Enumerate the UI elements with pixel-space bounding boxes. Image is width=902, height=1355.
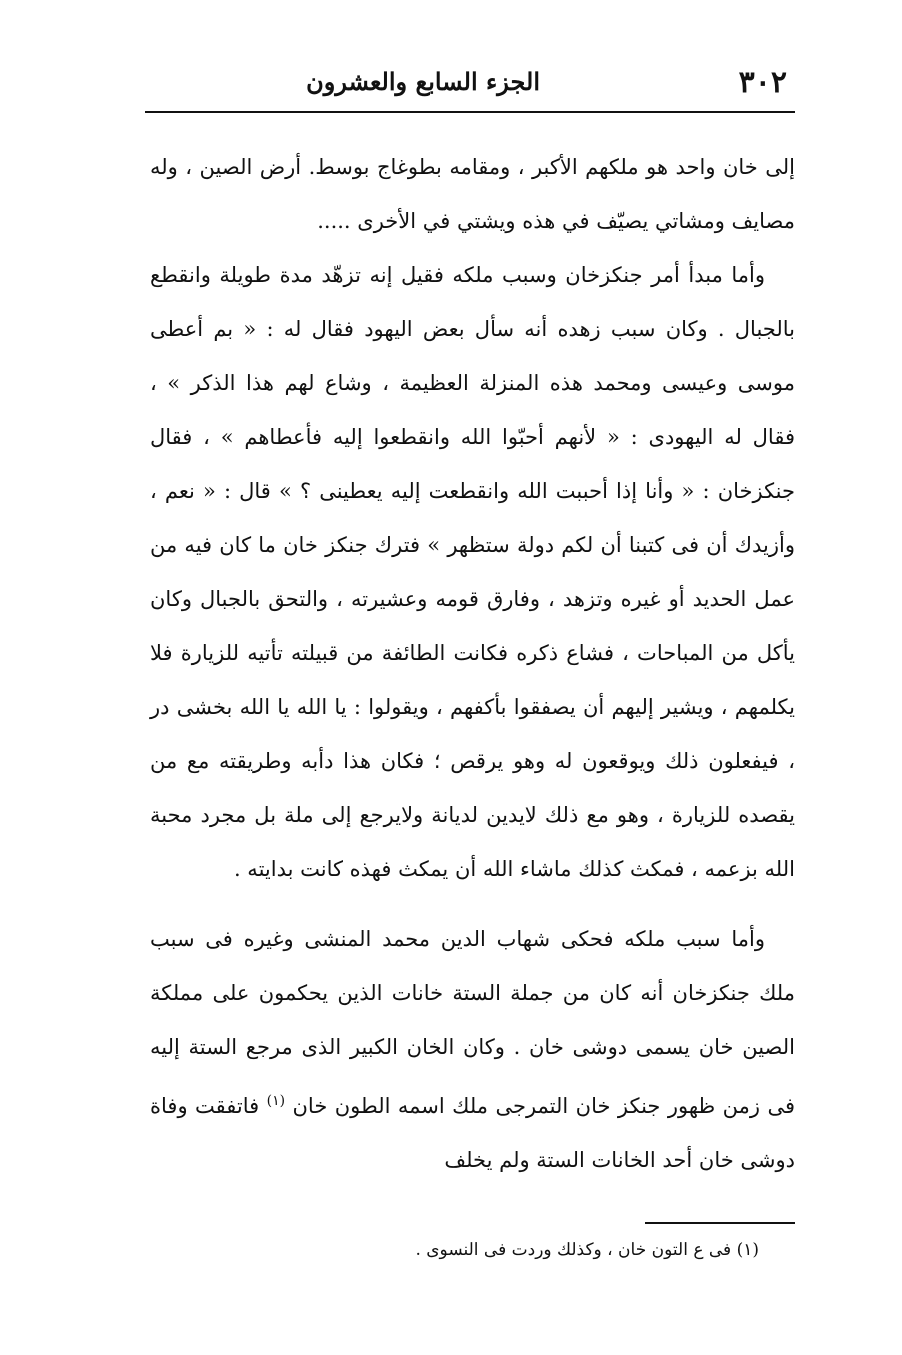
paragraph-1: إلى خان واحد هو ملكهم الأكبر ، ومقامه بطوغاج بوسط. أرض الصين ، وله مصايف ومشاتي يصيّف في هذه ويشتي في الأخرى ..... bbox=[150, 155, 795, 233]
body-text bbox=[150, 140, 795, 1187]
page-number: ٣٠٢ bbox=[738, 65, 787, 100]
running-title: الجزء السابع والعشرون bbox=[306, 67, 540, 96]
paragraph-3 bbox=[150, 912, 795, 1187]
paragraph-3-continuation: فاتفقت وفاة دوشى خان أحد الخانات الستة ولم يخلف bbox=[150, 1094, 795, 1172]
footnote-marker: (١) bbox=[266, 1093, 286, 1109]
paragraph-3-text: وأما سبب ملكه فحكى شهاب الدين محمد المنشى وغيره فى سبب ملك جنكزخان أنه كان من جملة الستة خانات الذين يحكمون على مملكة الصين خان يسمى دوشى خان . وكان الخان الكبير الذى مرجع الستة إليه فى زمن ظهور جنكز خان التمرجى ملك اسمه الطون خان bbox=[150, 927, 795, 1118]
page-header bbox=[145, 55, 795, 105]
footnote: (١) فى ع التون خان ، وكذلك وردت فى النسوى . bbox=[415, 1240, 759, 1260]
header-divider bbox=[145, 111, 795, 113]
footnote-divider bbox=[645, 1222, 795, 1224]
paragraph-2: وأما مبدأ أمر جنكزخان وسبب ملكه فقيل إنه تزهّد مدة طويلة وانقطع بالجبال . وكان سبب زهده أنه سأل بعض اليهود فقال له : « بم أعطى موسى وعيسى ومحمد هذه المنزلة العظيمة ، وشاع لهم هذا الذكر » ، فقال له اليهودى : « لأنهم أحبّوا الله وانقطعوا إليه فأعطاهم » ، فقال جنكزخان : « وأنا إذا أحببت الله وانقطعت إليه يعطينى ؟ » قال : « نعم ، وأزيدك أن فى كتبنا أن لكم دولة ستظهر » فترك جنكز خان ما كان فيه من عمل الحديد أو غيره وتزهد ، وفارق قومه وعشيرته ، والتحق بالجبال وكان يأكل من المباحات ، فشاع ذكره فكانت الطائفة من قبيلته تأتيه للزيارة فلا يكلمهم ، ويشير إليهم أن يصفقوا بأكفهم ، ويقولوا : يا الله يا الله بخشى در ، فيفعلون ذلك ويوقعون له وهو يرقص ؛ فكان هذا دأبه وطريقته مع من يقصده للزيارة ، وهو مع ذلك لايدين لديانة ولايرجع إلى ملة بل مجرد محبة الله بزعمه ، فمكث كذلك ماشاء الله أن يمكث فهذه كانت بدايته . bbox=[150, 263, 795, 881]
